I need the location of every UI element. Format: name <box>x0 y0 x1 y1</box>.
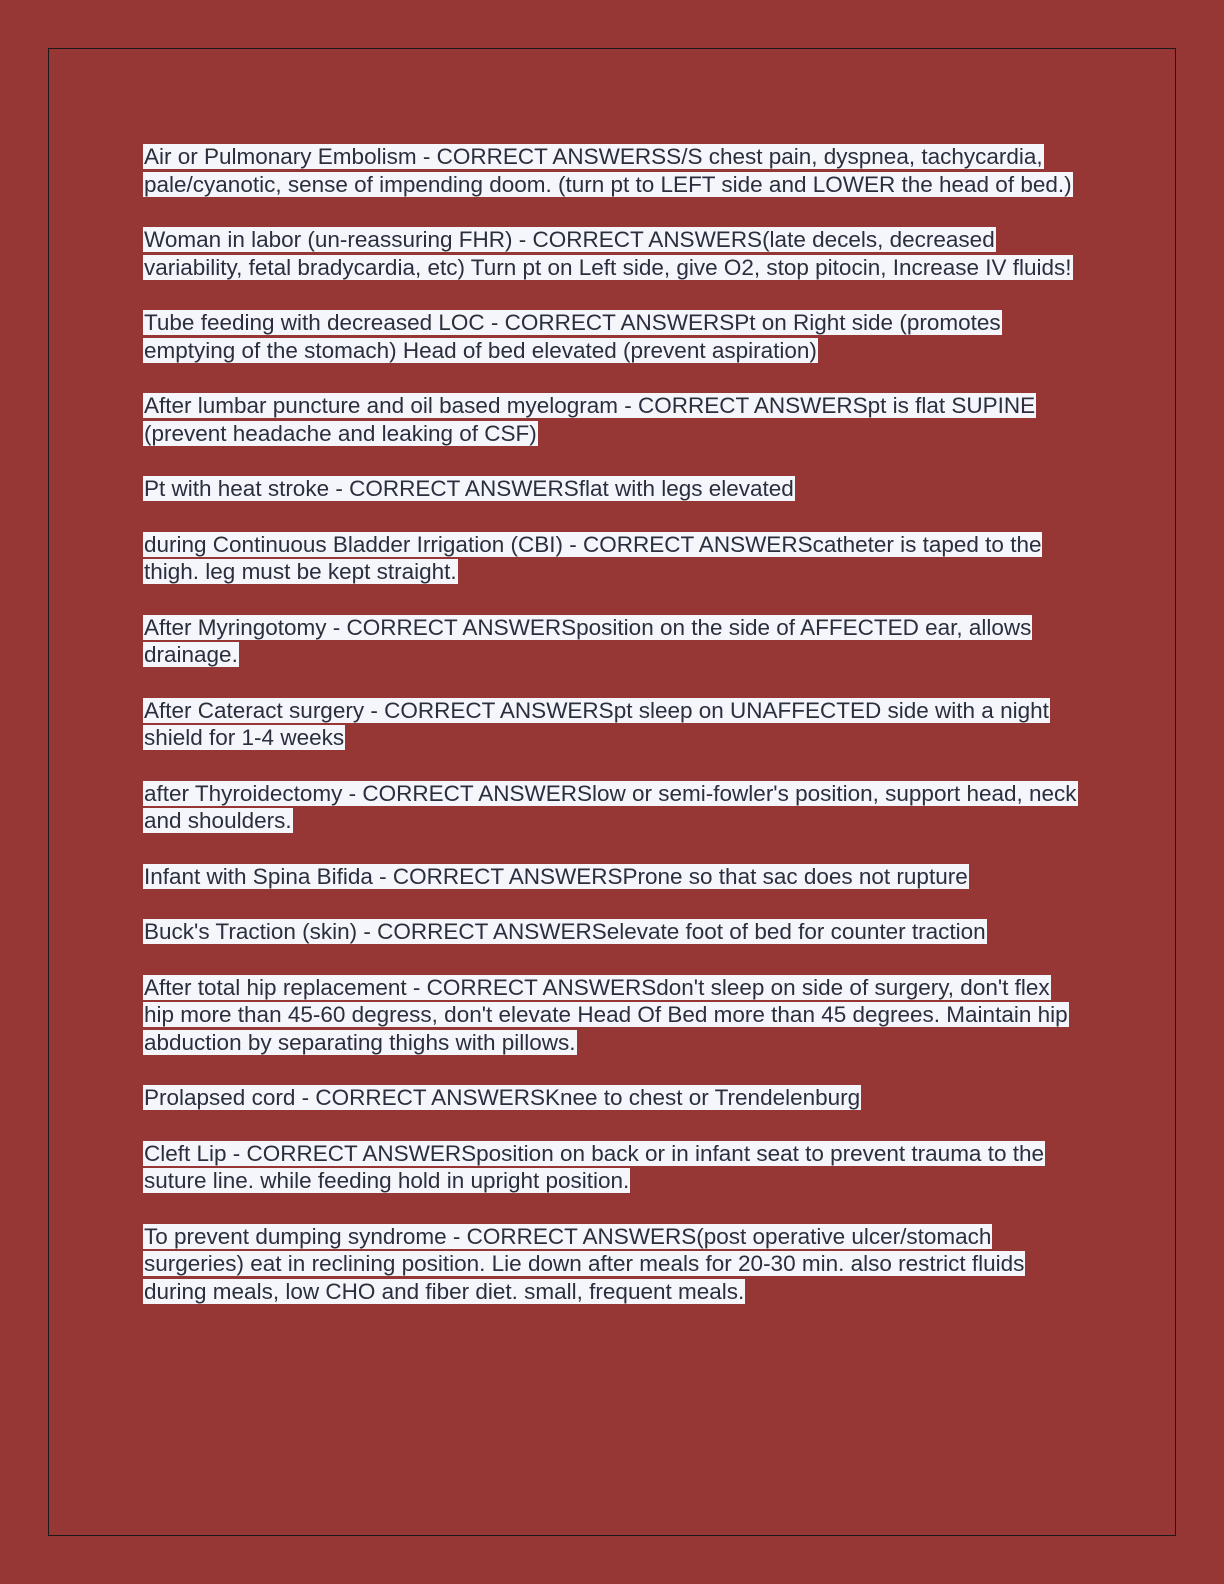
entry-text: Woman in labor (un-reassuring FHR) - CORRECT ANSWERS(late decels, decreased variability, fetal bradycardia, etc) Turn pt on Left side, give O2, stop pitocin, Increase IV fluids! <box>144 227 1072 280</box>
entry-cataract-surgery <box>143 697 1083 752</box>
entry-hip-replacement <box>143 974 1083 1057</box>
entry-text: Tube feeding with decreased LOC - CORRECT ANSWERSPt on Right side (promotes emptying of the stomach) Head of bed elevated (prevent aspiration) <box>144 310 1001 363</box>
entry-thyroidectomy <box>143 780 1083 835</box>
entry-lumbar-puncture <box>143 392 1083 447</box>
entry-text: during Continuous Bladder Irrigation (CBI) - CORRECT ANSWERScatheter is taped to the thigh. leg must be kept straight. <box>144 531 1042 584</box>
entry-text: After lumbar puncture and oil based myelogram - CORRECT ANSWERSpt is flat SUPINE (prevent headache and leaking of CSF) <box>144 393 1036 446</box>
entry-text: after Thyroidectomy - CORRECT ANSWERSlow or semi-fowler's position, support head, neck and shoulders. <box>144 780 1077 833</box>
entry-pulmonary-embolism <box>143 143 1083 198</box>
entry-text: After Cateract surgery - CORRECT ANSWERSpt sleep on UNAFFECTED side with a night shield for 1-4 weeks <box>144 697 1049 750</box>
entry-text: After Myringotomy - CORRECT ANSWERSposition on the side of AFFECTED ear, allows drainage. <box>144 614 1032 667</box>
entry-text: Infant with Spina Bifida - CORRECT ANSWERSProne so that sac does not rupture <box>144 863 968 889</box>
entry-bucks-traction <box>143 918 1083 946</box>
entry-tube-feeding <box>143 309 1083 364</box>
entry-cleft-lip <box>143 1140 1083 1195</box>
entry-text: Cleft Lip - CORRECT ANSWERSposition on back or in infant seat to prevent trauma to the suture line. while feeding hold in upright position. <box>144 1140 1044 1193</box>
document-body <box>143 143 1083 1333</box>
entry-bladder-irrigation <box>143 531 1083 586</box>
entry-myringotomy <box>143 614 1083 669</box>
entry-text: After total hip replacement - CORRECT ANSWERSdon't sleep on side of surgery, don't flex hip more than 45-60 degress, don't elevate Head Of Bed more than 45 degrees. Maintain hip abduction by separating thighs with pillows. <box>144 974 1068 1055</box>
entry-prolapsed-cord <box>143 1084 1083 1112</box>
entry-text: Pt with heat stroke - CORRECT ANSWERSflat with legs elevated <box>144 476 794 501</box>
entry-woman-in-labor <box>143 226 1083 281</box>
entry-dumping-syndrome <box>143 1223 1083 1306</box>
entry-text: Buck's Traction (skin) - CORRECT ANSWERSelevate foot of bed for counter traction <box>144 919 986 944</box>
entry-text: To prevent dumping syndrome - CORRECT ANSWERS(post operative ulcer/stomach surgeries) eat in reclining position. Lie down after meals for 20-30 min. also restrict fluids during meals, low CHO and fiber diet. small, frequent meals. <box>144 1223 1025 1304</box>
entry-spina-bifida <box>143 863 1083 891</box>
entry-text: Prolapsed cord - CORRECT ANSWERSKnee to chest or Trendelenburg <box>144 1085 861 1110</box>
entry-text: Air or Pulmonary Embolism - CORRECT ANSWERSS/S chest pain, dyspnea, tachycardia, pale/cyanotic, sense of impending doom. (turn pt to LEFT side and LOWER the head of bed.) <box>144 144 1072 197</box>
entry-heat-stroke <box>143 475 1083 503</box>
